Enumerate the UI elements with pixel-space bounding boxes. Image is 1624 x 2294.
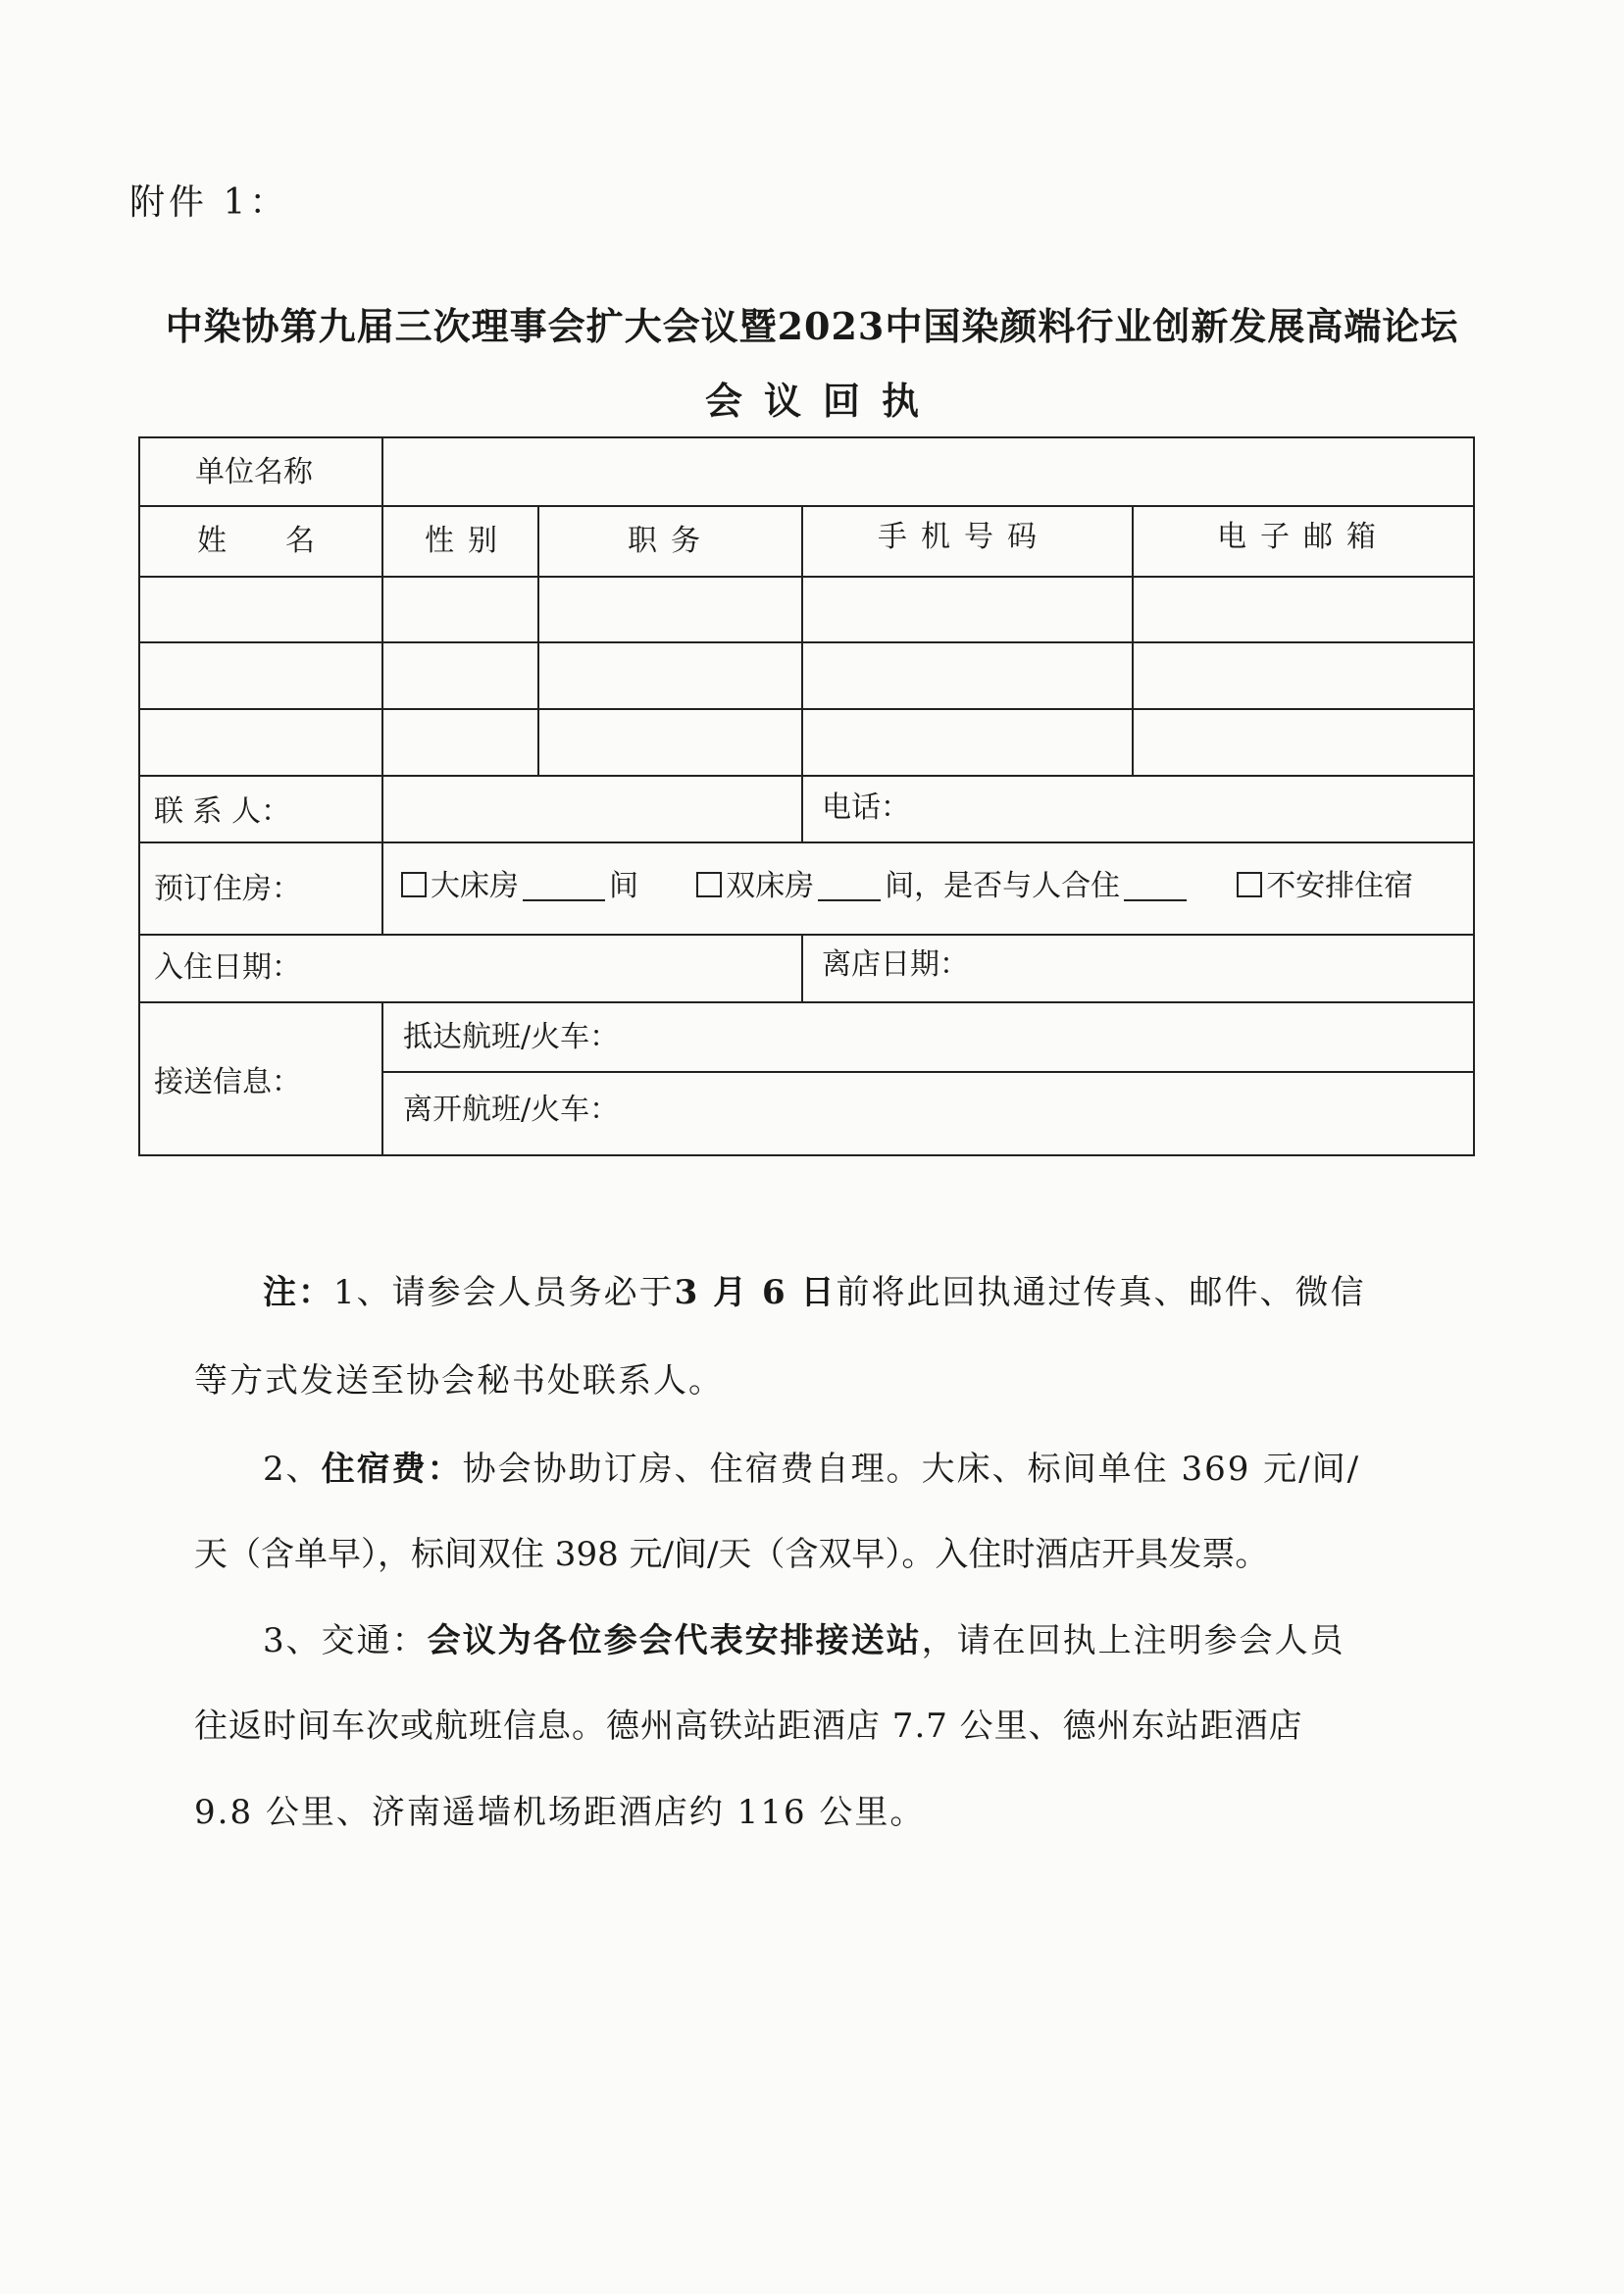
col-divider <box>381 438 383 505</box>
departure-label: 离开航班/火车： <box>403 1093 620 1127</box>
cell-mobile-3[interactable] <box>805 712 1130 773</box>
col-divider <box>537 505 539 775</box>
row-divider <box>140 934 1473 936</box>
booking-label: 预订住房： <box>154 872 301 906</box>
header-mobile: 手机号码 <box>878 520 1050 554</box>
contact-label: 联 系 人： <box>154 794 291 829</box>
row-divider <box>140 641 1473 643</box>
unit-name-label: 单位名称 <box>195 455 313 489</box>
row-divider <box>140 576 1473 578</box>
share-room-blank[interactable] <box>1124 874 1187 901</box>
twin-room-count-blank[interactable] <box>818 874 881 901</box>
note-1-date: 3 月 6 日 <box>674 1273 837 1312</box>
row-divider <box>140 841 1473 843</box>
col-divider <box>381 841 383 934</box>
arrival-label: 抵达航班/火车： <box>403 1020 620 1054</box>
unit-name-field[interactable] <box>385 442 1469 501</box>
option-king-room: 大床房 <box>431 869 519 903</box>
note-3-text: ，请在回执上注明参会人员 <box>921 1621 1345 1660</box>
cell-email-2[interactable] <box>1136 645 1471 706</box>
note-2-number: 2、 <box>263 1450 322 1489</box>
cell-name-2[interactable] <box>142 645 380 706</box>
row-divider <box>140 505 1473 507</box>
row-divider <box>140 775 1473 777</box>
header-position: 职务 <box>628 524 714 558</box>
note-2-line-1 <box>263 1442 1360 1490</box>
col-divider <box>381 1001 383 1156</box>
note-2-line-2: 天（含单早），标间双住 398 元/间/天（含双早）。入住时酒店开具发票。 <box>194 1535 1269 1574</box>
share-room-label: 间，是否与人合住 <box>885 869 1121 903</box>
note-1-text-b: 前将此回执通过传真、邮件、微信 <box>836 1273 1366 1312</box>
room-unit-label: 间 <box>609 869 638 903</box>
booking-options <box>401 869 1414 903</box>
note-2-text: 协会协助订房、住宿费自理。大床、标间单住 369 元/间/ <box>462 1450 1361 1489</box>
note-prefix: 注： <box>263 1273 333 1312</box>
attachment-label: 附件 1： <box>129 182 289 223</box>
note-2-heading: 住宿费： <box>321 1450 463 1489</box>
phone-label: 电话： <box>822 790 910 825</box>
document-title: 中染协第九届三次理事会扩大会议暨2023中国染颜料行业创新发展高端论坛 <box>165 304 1459 348</box>
checkout-label: 离店日期： <box>822 947 969 982</box>
checkbox-twin-room[interactable] <box>696 872 722 897</box>
note-1-text-a: 1、请参会人员务必于 <box>333 1273 675 1312</box>
checkbox-king-room[interactable] <box>401 872 427 897</box>
note-3-line-2: 往返时间车次或航班信息。德州高铁站距酒店 7.7 公里、德州东站距酒店 <box>194 1707 1303 1746</box>
header-name: 姓 名 <box>197 524 315 558</box>
cell-mobile-1[interactable] <box>805 580 1130 639</box>
option-twin-room: 双床房 <box>726 869 815 903</box>
note-3-line-3: 9.8 公里、济南遥墙机场距酒店约 116 公里。 <box>194 1793 926 1832</box>
cell-name-3[interactable] <box>142 712 380 773</box>
option-no-accommodation: 不安排住宿 <box>1266 869 1414 903</box>
col-divider <box>381 505 383 841</box>
transfer-label: 接送信息： <box>154 1065 301 1099</box>
king-room-count-blank[interactable] <box>523 874 605 901</box>
document-subtitle: 会议回执 <box>704 379 940 423</box>
note-3-number: 3、交通： <box>263 1621 428 1660</box>
cell-gender-1[interactable] <box>385 580 535 639</box>
col-divider <box>801 505 803 775</box>
cell-mobile-2[interactable] <box>805 645 1130 706</box>
checkin-label: 入住日期： <box>154 950 301 985</box>
header-email: 电子邮箱 <box>1217 520 1390 554</box>
col-divider <box>801 775 803 841</box>
note-3-line-1 <box>263 1613 1345 1661</box>
cell-gender-2[interactable] <box>385 645 535 706</box>
col-divider <box>1132 505 1134 775</box>
checkbox-no-accommodation[interactable] <box>1237 872 1262 897</box>
note-3-emphasis: 会议为各位参会代表安排接送站 <box>427 1621 922 1660</box>
receipt-form <box>138 436 1475 1156</box>
row-divider <box>381 1071 1473 1073</box>
col-divider <box>801 934 803 1001</box>
cell-position-1[interactable] <box>541 580 799 639</box>
cell-position-3[interactable] <box>541 712 799 773</box>
header-gender: 性别 <box>425 524 511 558</box>
note-1-line-2: 等方式发送至协会秘书处联系人。 <box>194 1361 724 1401</box>
cell-gender-3[interactable] <box>385 712 535 773</box>
row-divider <box>140 1001 1473 1003</box>
note-1-line-1 <box>263 1265 1365 1313</box>
cell-position-2[interactable] <box>541 645 799 706</box>
row-divider <box>140 708 1473 710</box>
cell-name-1[interactable] <box>142 580 380 639</box>
cell-email-3[interactable] <box>1136 712 1471 773</box>
cell-email-1[interactable] <box>1136 580 1471 639</box>
